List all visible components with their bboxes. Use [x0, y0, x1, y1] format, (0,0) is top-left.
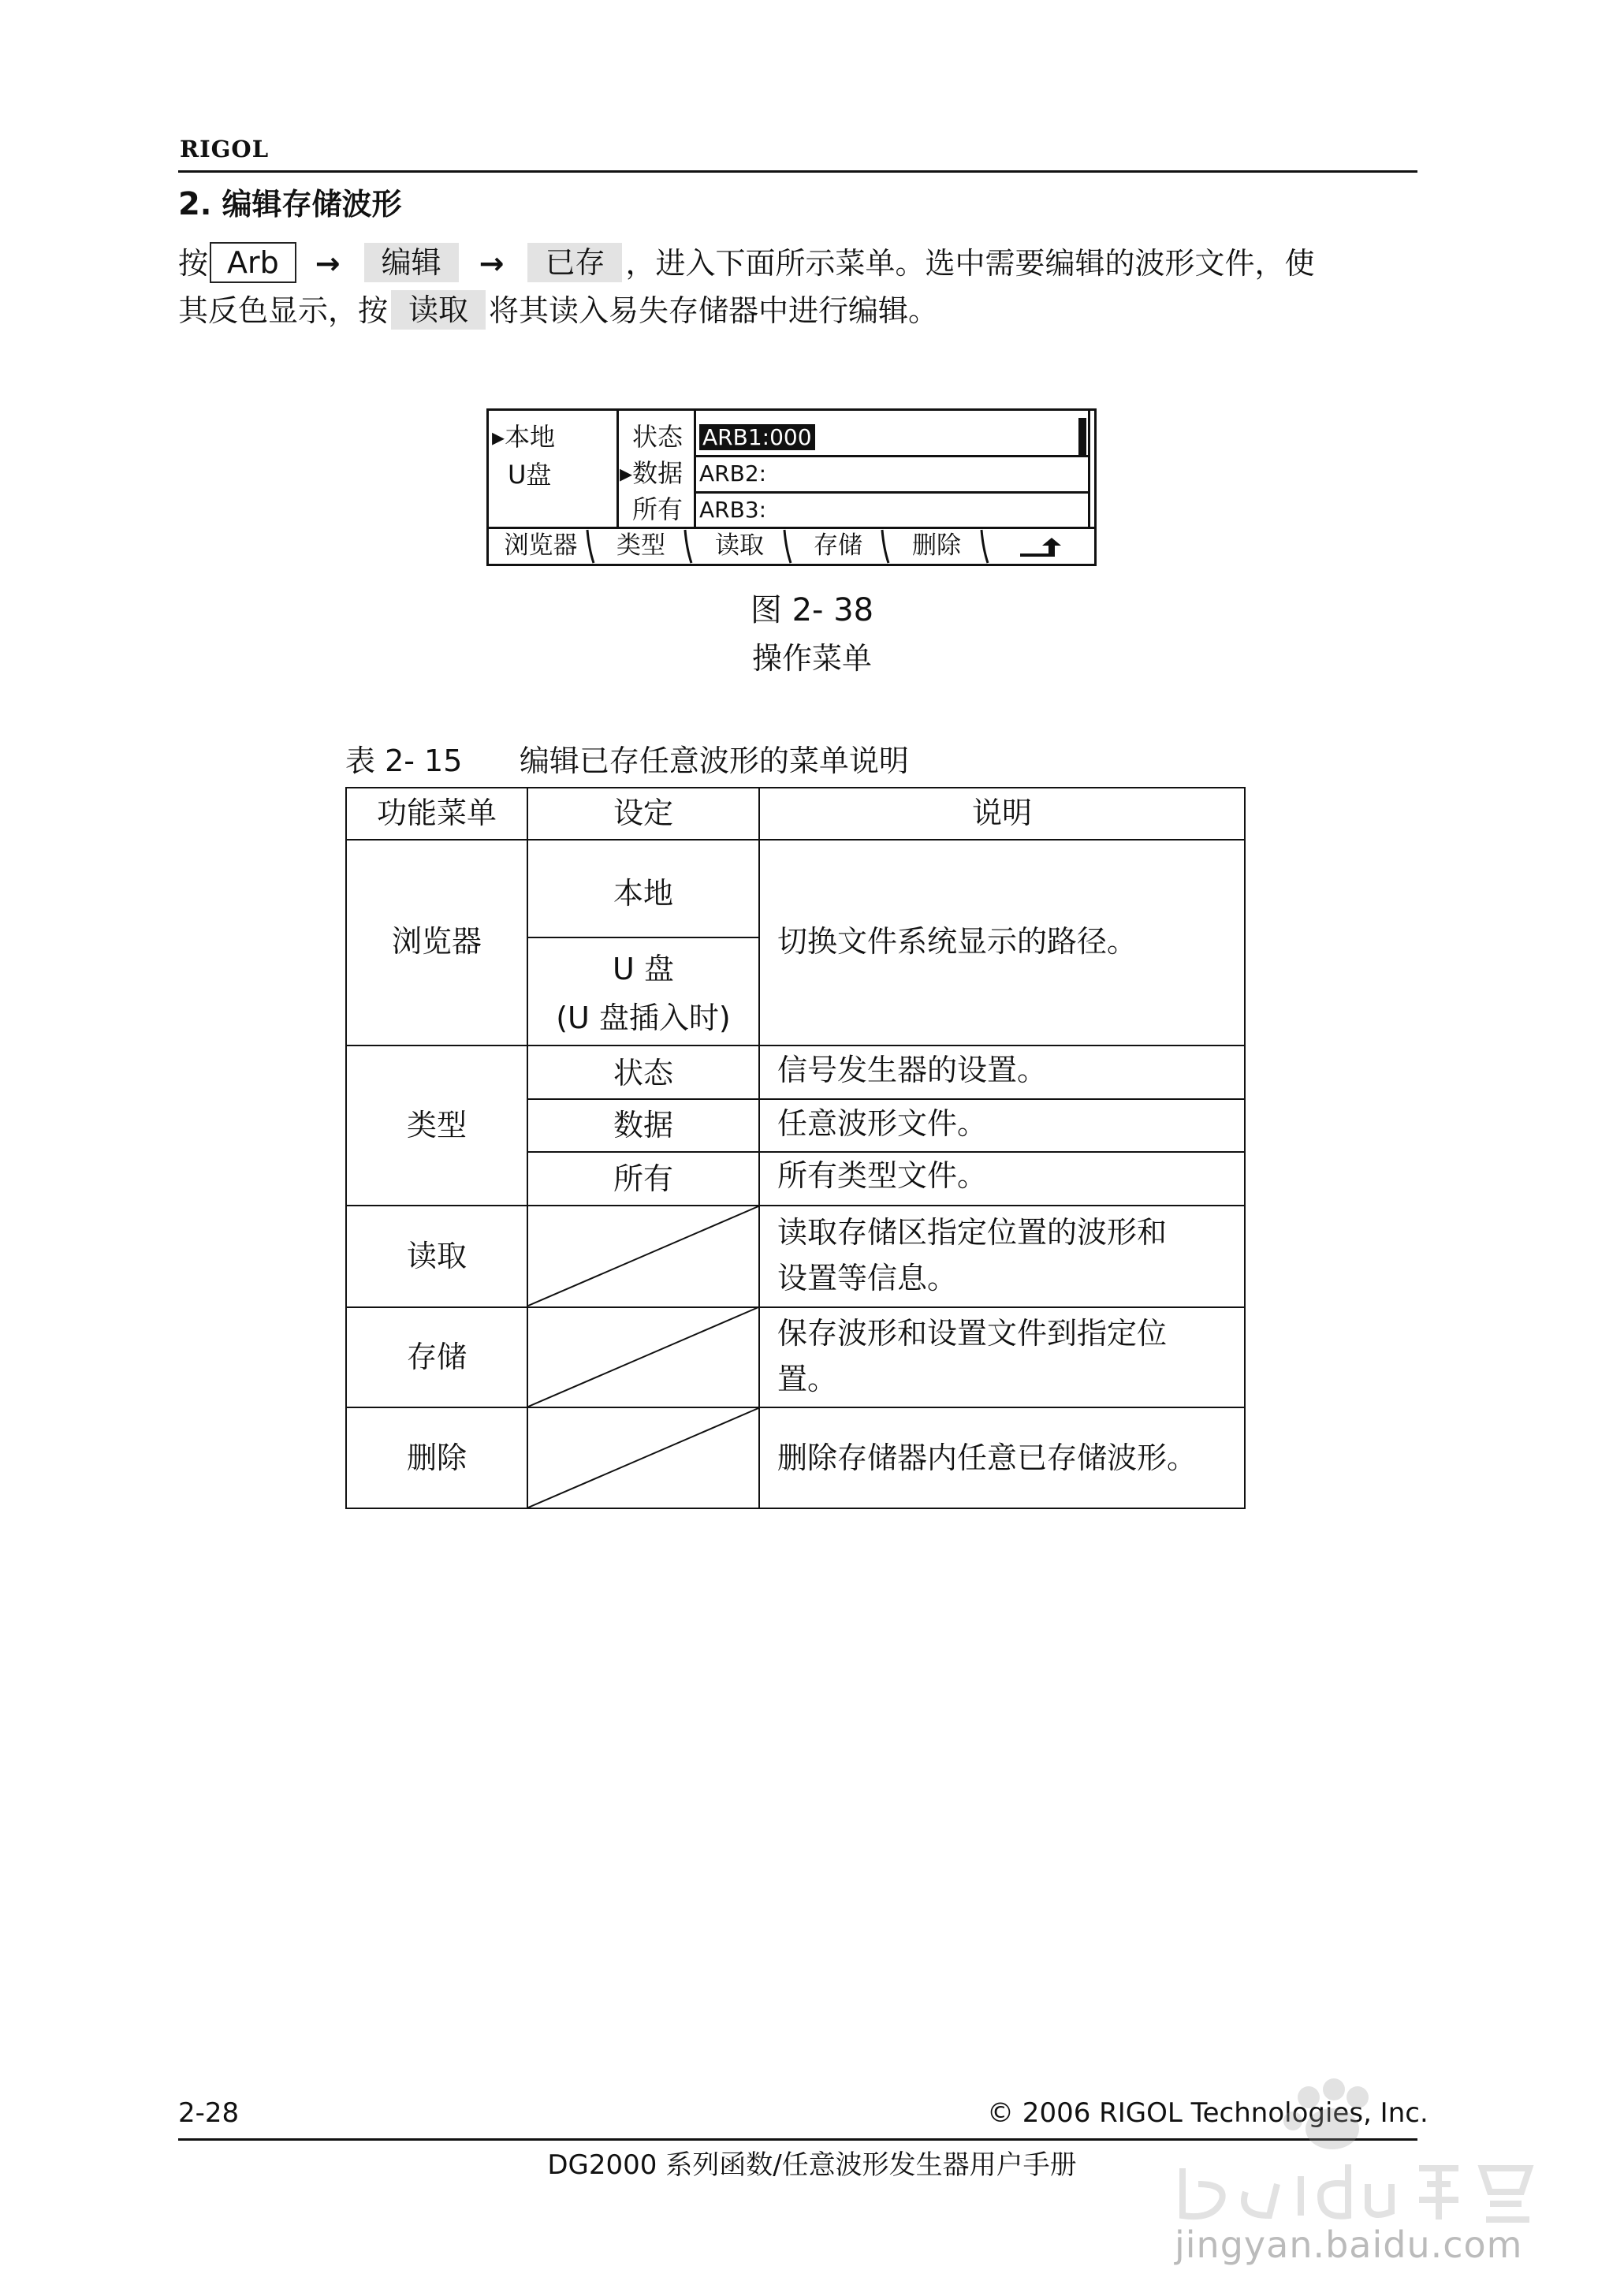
page-number: 2-28: [178, 2097, 240, 2129]
softkey-type: 类型: [616, 531, 665, 560]
lcd-type-all: 所有: [632, 494, 683, 524]
table-func-browser: 浏览器: [391, 924, 482, 959]
table-desc-read-line2: 设置等信息。: [777, 1261, 958, 1295]
table-caption: [345, 736, 909, 780]
instruction-text-1: ，进入下面所示菜单。选中需要编辑的波形文件，使: [625, 246, 1315, 281]
press-text: 按: [178, 246, 209, 281]
lcd-file-1: ARB1:000: [695, 423, 815, 453]
table-func-read: 读取: [406, 1239, 467, 1273]
table-desc-delete: 删除存储器内任意已存储波形。: [777, 1441, 1198, 1475]
copyright: © 2006 RIGOL Technologies, Inc.: [987, 2097, 1428, 2129]
lcd-file-2: ARB2:: [699, 460, 767, 486]
table-border: [345, 787, 1246, 788]
table-desc-store-line1: 保存波形和设置文件到指定位: [777, 1316, 1168, 1351]
lcd-scrollbar: [1078, 418, 1086, 457]
table-setting-usb: U 盘: [613, 952, 674, 986]
manual-title: DG2000 系列函数/任意波形发生器用户手册: [547, 2149, 1077, 2181]
table-header-description: 说明: [971, 796, 1032, 830]
instruction-text-3: 将其读入易失存储器中进行编辑。: [489, 293, 939, 328]
table-header-setting: 设定: [613, 796, 673, 830]
table-desc-data: 任意波形文件。: [777, 1106, 988, 1141]
lcd-file-3: ARB3:: [699, 497, 767, 523]
softkey-store: 存储: [814, 531, 862, 560]
instruction-line-2: [178, 287, 938, 334]
stored-softkey: 已存: [527, 243, 622, 282]
table-func-type: 类型: [406, 1108, 467, 1142]
table-desc-browser: 切换文件系统显示的路径。: [777, 924, 1138, 959]
lcd-row-line: [695, 491, 1088, 494]
table-setting-data: 数据: [613, 1108, 673, 1142]
softkey-delete: 删除: [912, 531, 961, 560]
watermark-text: jingyan.baidu.com: [1175, 2223, 1523, 2266]
section-title-text: 编辑存储波形: [222, 187, 402, 222]
header-rule: [178, 170, 1417, 173]
table-number: 表 2- 15: [345, 744, 463, 778]
table-desc-all: 所有类型文件。: [777, 1158, 988, 1193]
lcd-row-line: [695, 455, 1088, 457]
lcd-divider: [616, 411, 619, 527]
selected-marker-icon: ▸: [620, 458, 633, 488]
table-border: [345, 839, 1246, 840]
selected-marker-icon: ▸: [492, 422, 505, 452]
table-setting-state: 状态: [613, 1056, 673, 1090]
table-header-function: 功能菜单: [376, 796, 497, 830]
brand-logo-text: RIGOL: [180, 136, 270, 162]
table-desc-store-line2: 置。: [777, 1362, 838, 1396]
table-border: [345, 787, 347, 1509]
edit-softkey: 编辑: [364, 243, 459, 282]
arb-key: Arb: [210, 242, 296, 283]
figure-caption: 操作菜单: [751, 641, 872, 676]
lcd-browser-usb: U盘: [508, 460, 552, 490]
instruction-line-1: [178, 240, 1424, 287]
table-border: [345, 1045, 1246, 1046]
lcd-type-state: 状态: [632, 422, 683, 452]
softkey-browser: 浏览器: [504, 531, 578, 560]
section-dot: .: [199, 187, 212, 222]
table-setting-all: 所有: [613, 1161, 673, 1196]
table-border: [345, 1508, 1246, 1509]
section-number: 2: [178, 186, 200, 222]
table-desc-state: 信号发生器的设置。: [777, 1053, 1048, 1087]
table-border: [345, 1407, 1246, 1408]
table-border: [1244, 787, 1246, 1509]
table-border: [527, 1098, 1246, 1100]
table-title: 编辑已存任意波形的菜单说明: [519, 744, 909, 778]
table-func-delete: 删除: [406, 1441, 467, 1475]
section-title: [178, 180, 402, 223]
arrow-right-icon: →: [315, 246, 341, 281]
read-softkey: 读取: [391, 290, 486, 330]
lcd-browser-local: ▸本地: [492, 422, 556, 452]
softkey-read: 读取: [715, 531, 764, 560]
arrow-right-icon: →: [479, 246, 505, 281]
table-func-store: 存储: [406, 1340, 467, 1374]
table-desc-read-line1: 读取存储区指定位置的波形和: [777, 1215, 1168, 1250]
table-setting-usb-note: (U 盘插入时): [556, 1001, 731, 1035]
table-border: [345, 1205, 1246, 1206]
lcd-type-data: ▸数据: [620, 458, 683, 488]
lcd-divider: [1088, 411, 1090, 527]
table-empty-diagonals: [527, 1205, 760, 1509]
figure-number: 图 2- 38: [750, 592, 874, 628]
instruction-text-2: 其反色显示，按: [178, 293, 389, 328]
table-border: [527, 937, 758, 938]
table-border: [345, 1306, 1246, 1308]
table-setting-local: 本地: [613, 876, 673, 911]
return-arrow-icon: [1017, 536, 1064, 558]
